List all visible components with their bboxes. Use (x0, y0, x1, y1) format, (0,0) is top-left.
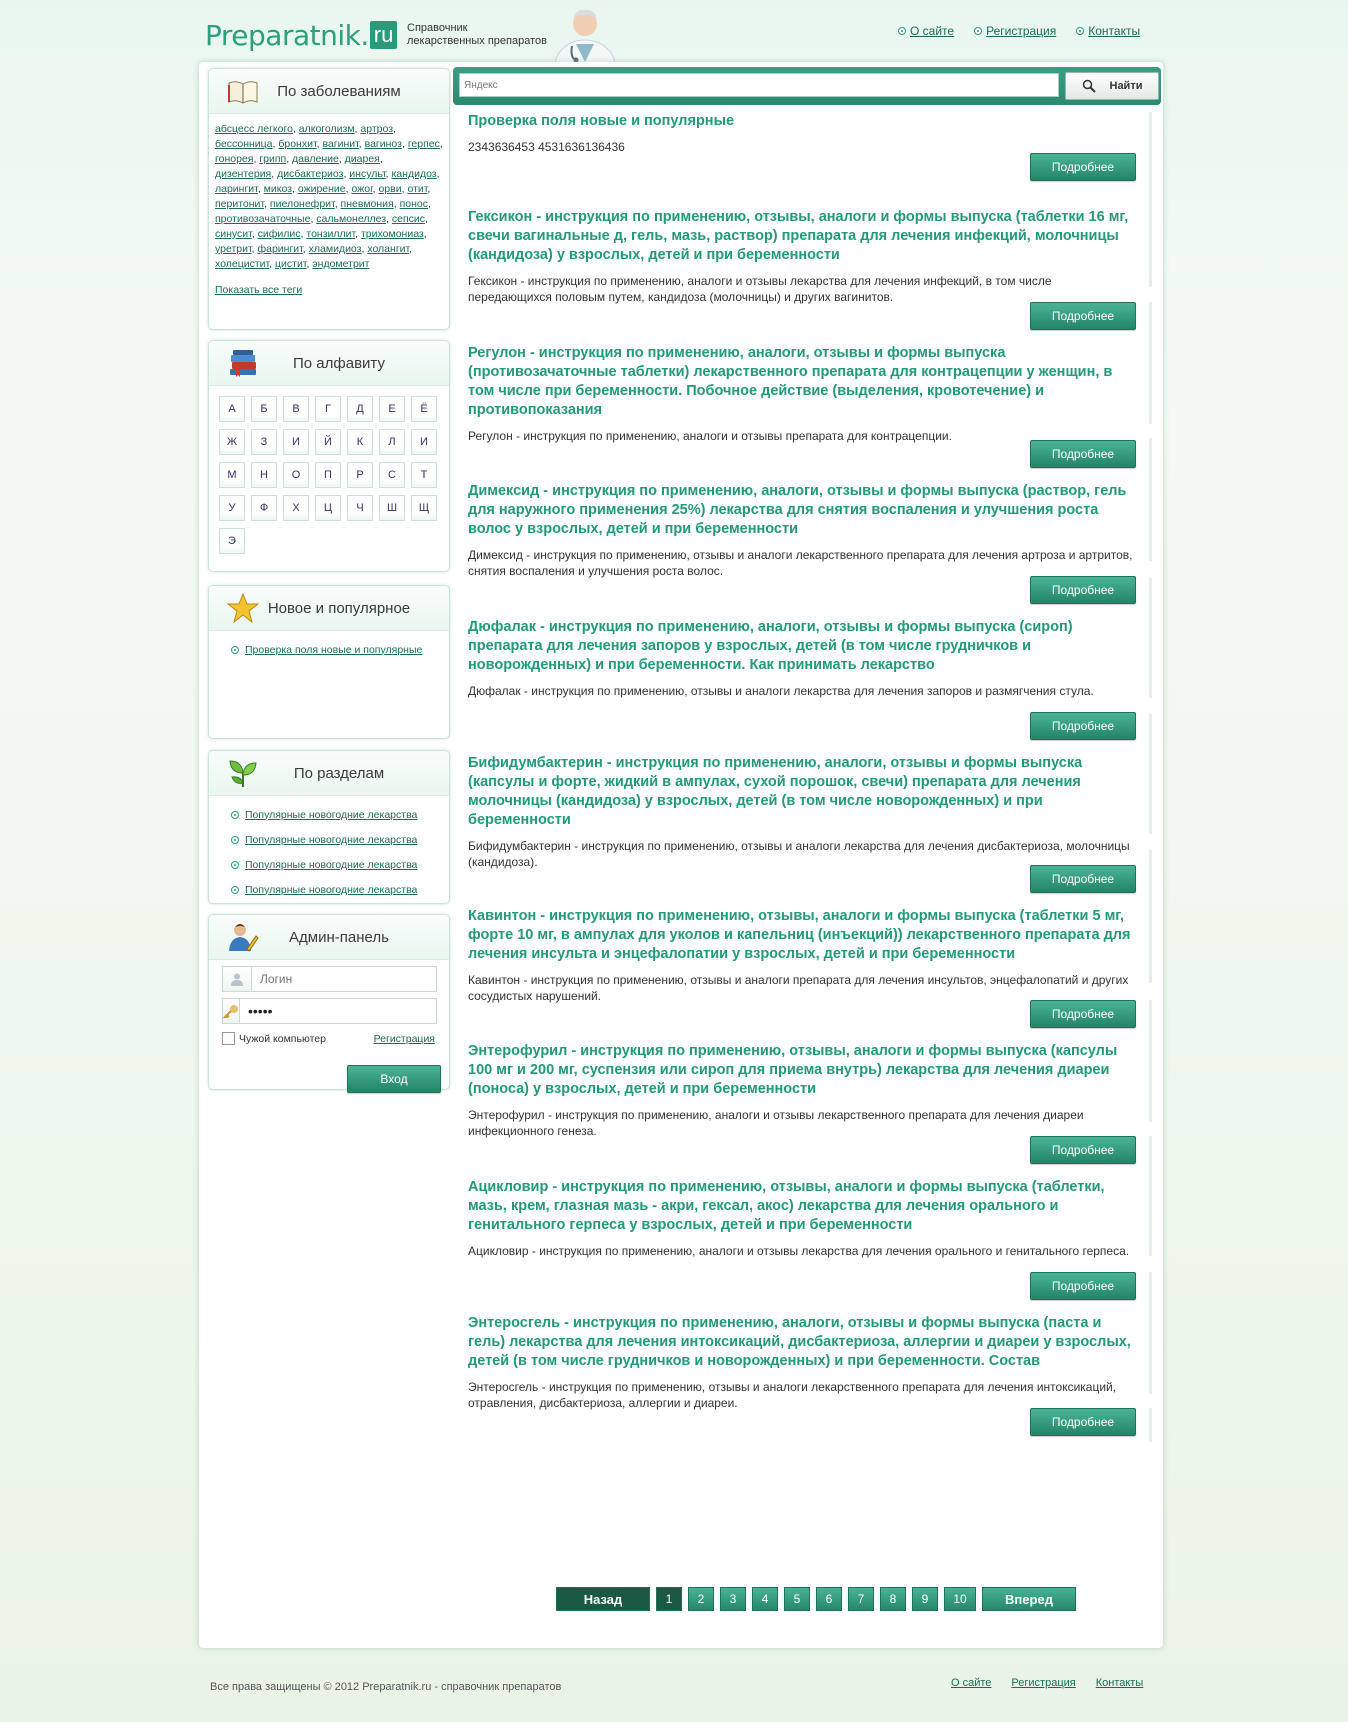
article-description: Дюфалак - инструкция по применению, отзывы и аналоги лекарства для лечения запоров и размягчения стула. (468, 684, 1094, 698)
footer-copyright: Все права защищены © 2012 Preparatnik.ru - справочник препаратов (210, 1681, 562, 1693)
article-item (468, 1178, 1136, 1259)
article-title-link[interactable]: Бифидумбактерин - инструкция по применению, аналоги, отзывы и формы выпуска (капсулы и форте, жидкий в ампулах, сухой порошок, свечи) препарата для лечения молочницы (кандидоза) у взрослых, детей (в том числе новорожденных) и при беременности (468, 755, 1083, 828)
bullet-icon (231, 646, 239, 654)
list-item (231, 827, 449, 852)
article-description: Ацикловир - инструкция по применению, аналоги и отзывы лекарства для лечения орального и генитального герпеса. (468, 1244, 1130, 1258)
bullet-icon (974, 27, 982, 35)
article-item (468, 907, 1136, 1004)
logo-text: Preparatnik. (205, 18, 369, 52)
login-field (222, 966, 437, 992)
tagline-line-1: Справочник (407, 22, 468, 34)
alphabet-letter-button[interactable]: И (283, 429, 309, 455)
sections-list (209, 796, 449, 902)
alphabet-letter-button[interactable]: Ш (379, 495, 405, 521)
footer-about-link[interactable]: О сайте (951, 1677, 992, 1689)
search-button-label: Найти (1109, 80, 1143, 92)
disease-tag-link[interactable]: микоз (263, 183, 292, 195)
bullet-icon (898, 27, 906, 35)
more-button[interactable]: Подробнее (1030, 153, 1136, 181)
more-button[interactable]: Подробнее (1030, 576, 1136, 604)
disease-tag-link[interactable]: холецистит (215, 258, 270, 270)
login-button[interactable]: Вход (347, 1065, 441, 1093)
article-item (468, 1042, 1136, 1139)
alphabet-letter-button[interactable]: А (219, 396, 245, 422)
search-icon (1082, 79, 1096, 93)
disease-tag-link[interactable]: сальмонеллез (316, 213, 387, 225)
pagination-page-button[interactable]: 8 (880, 1587, 906, 1611)
login-input[interactable] (252, 967, 436, 991)
article-title-link[interactable]: Димексид - инструкция по применению, аналоги, отзывы и формы выпуска (раствор, гель для наружного применения 25%) лекарства для снятия воспаления и улучшения роста волос у взрослых, детей и при беременности (468, 483, 1127, 537)
alphabet-letter-button[interactable]: Б (251, 396, 277, 422)
disease-tag-link[interactable]: ожирение (297, 183, 346, 195)
article-divider (1149, 714, 1152, 834)
bullet-icon (231, 836, 239, 844)
footer-register-link[interactable]: Регистрация (1011, 1677, 1076, 1689)
disease-tag-link[interactable]: диарея (344, 153, 380, 165)
alphabet-letter-button[interactable]: Ж (219, 429, 245, 455)
article-item (468, 1314, 1136, 1411)
disease-tag-link[interactable]: тонзиллит (306, 228, 356, 240)
top-nav-about-link[interactable]: О сайте (910, 24, 955, 38)
alphabet-letter-button[interactable]: В (283, 396, 309, 422)
pagination-page-button[interactable]: 7 (848, 1587, 874, 1611)
section-link[interactable]: Популярные новогодние лекарства (245, 858, 418, 871)
article-divider (1149, 1408, 1152, 1442)
article-title-link[interactable]: Кавинтон - инструкция по применению, отзывы, аналоги и формы выпуска (таблетки 5 мг, форте 10 мг, в ампулах для уколов и капельниц (инъекций)) лекарственного препарата для лечения инсульта и энцефалопатии у взрослых, детей и при беременности (468, 908, 1131, 962)
new-popular-box (208, 585, 450, 739)
article-description: Энтеросгель - инструкция по применению, отзывы и аналоги лекарственного препарата для лечения интоксикаций, отравления, дисбактериоза, аллергии и диареи. (468, 1380, 1117, 1410)
disease-tag-link[interactable]: орви (378, 183, 402, 195)
login-form (209, 960, 449, 1093)
more-button[interactable]: Подробнее (1030, 302, 1136, 330)
pagination-page-button[interactable]: 2 (688, 1587, 714, 1611)
article-divider (1149, 1136, 1152, 1256)
disease-tag-link[interactable]: сифилис (257, 228, 301, 240)
top-nav-register-link[interactable]: Регистрация (986, 24, 1057, 38)
alphabet-letter-button[interactable]: Г (315, 396, 341, 422)
pagination-next-button[interactable]: Вперед (982, 1587, 1076, 1611)
admin-register-link[interactable]: Регистрация (373, 1032, 435, 1045)
sections-box-header (209, 751, 449, 796)
disease-tag-link[interactable]: вагиноз (364, 138, 402, 150)
password-input[interactable] (240, 999, 437, 1023)
pagination-page-button[interactable]: 10 (944, 1587, 976, 1611)
section-link[interactable]: Популярные новогодние лекарства (245, 808, 418, 821)
disease-tag-link[interactable]: трихомониаз (361, 228, 424, 240)
article-item (468, 618, 1136, 699)
search-bar (453, 67, 1161, 105)
logo-ru-badge: ru (370, 21, 398, 49)
alphabet-letter-button[interactable]: Т (411, 462, 437, 488)
disease-tag-link[interactable]: перитонит (215, 198, 265, 210)
admin-box-header (209, 915, 449, 960)
alphabet-letter-button[interactable]: Ц (315, 495, 341, 521)
more-button[interactable]: Подробнее (1030, 1000, 1136, 1028)
alphabet-letter-button[interactable]: Е (379, 396, 405, 422)
article-title-link[interactable]: Ацикловир - инструкция по применению, отзывы, аналоги и формы выпуска (таблетки, мазь, крем, глазная мазь - акри, гексал, акос) лекарства для лечения орального и генитального герпеса у взрослых, детей и при беременности (468, 1179, 1105, 1233)
alphabet-letter-button[interactable]: Д (347, 396, 373, 422)
alphabet-letter-button[interactable]: Ч (347, 495, 373, 521)
sections-box (208, 750, 450, 904)
article-description: Регулон - инструкция по применению, аналоги и отзывы препарата для контрацепции. (468, 429, 952, 443)
disease-tag-link[interactable]: артроз (360, 123, 394, 135)
disease-tag-link[interactable]: пневмония (340, 198, 394, 210)
search-button[interactable] (1065, 72, 1159, 100)
list-item (231, 802, 449, 827)
article-title-link[interactable]: Гексикон - инструкция по применению, отзывы, аналоги и формы выпуска (таблетки 16 мг, свечи вагинальные д, гель, мазь, раствор) препарата для лечения инфекций, молочницы (кандидоза) у взрослых, детей и при беременности (468, 209, 1129, 263)
alphabet-letter-button[interactable]: У (219, 495, 245, 521)
admin-title: Админ-панель (289, 928, 389, 946)
new-popular-link[interactable]: Проверка поля новые и популярные (245, 643, 423, 656)
alphabet-letter-button[interactable]: Х (283, 495, 309, 521)
article-divider (1149, 112, 1152, 287)
sections-title: По разделам (293, 764, 385, 782)
disease-tag-link[interactable]: эндометрит (312, 258, 370, 270)
disease-tag-link[interactable]: фарингит (257, 243, 303, 255)
article-title-link[interactable]: Проверка поля новые и популярные (468, 113, 735, 129)
alphabet-letter-button[interactable]: Ё (411, 396, 437, 422)
site-tagline (407, 22, 547, 48)
diseases-title: По заболеваниям (277, 82, 401, 100)
alphabet-letter-button[interactable]: Л (379, 429, 405, 455)
alphabet-letter-button[interactable]: О (283, 462, 309, 488)
alphabet-box (208, 340, 450, 572)
disease-tag-link[interactable]: вагинит (322, 138, 359, 150)
article-title-link[interactable]: Энтерофурил - инструкция по применению, отзывы, аналоги и формы выпуска (капсулы 100 мг и 200 мг, суспензия или сироп для приема внутрь) лекарства для лечения диареи (поноса) у взрослых, детей и при беременности (468, 1043, 1118, 1097)
more-button[interactable]: Подробнее (1030, 1136, 1136, 1164)
alphabet-letter-button[interactable]: П (315, 462, 341, 488)
article-item (468, 482, 1136, 579)
article-description: Димексид - инструкция по применению, отзывы и аналоги лекарственного препарата для лечения артроза и артритов, снятия воспаления и улучшения роста волос. (468, 548, 1133, 578)
new-popular-title: Новое и популярное (267, 599, 411, 617)
article-divider (1149, 302, 1152, 424)
admin-box (208, 914, 450, 1090)
disease-tag-link[interactable]: грипп (259, 153, 287, 165)
new-popular-list (209, 631, 449, 662)
password-field (222, 998, 437, 1024)
article-title-link[interactable]: Регулон - инструкция по применению, аналоги, отзывы и формы выпуска (противозачаточные таблетки) лекарственного препарата для контрацепции у женщин, в том числе при беременности. Побочное действие (выделения, кровотечение) и противопоказания (468, 345, 1113, 418)
pagination-page-button[interactable]: 9 (912, 1587, 938, 1611)
pagination-page-button[interactable]: 6 (816, 1587, 842, 1611)
alphabet-title: По алфавиту (293, 354, 385, 372)
disease-tag-link[interactable]: холангит (367, 243, 410, 255)
more-button[interactable]: Подробнее (1030, 440, 1136, 468)
alphabet-letter-button[interactable]: С (379, 462, 405, 488)
article-item (468, 754, 1136, 870)
user-icon (223, 967, 252, 991)
disease-tag-link[interactable]: инсульт (349, 168, 386, 180)
pagination-page-button[interactable]: 3 (720, 1587, 746, 1611)
more-button[interactable]: Подробнее (1030, 1272, 1136, 1300)
article-divider (1149, 1272, 1152, 1394)
disease-tag-link[interactable]: бессонница (215, 138, 273, 150)
list-item (231, 852, 449, 877)
footer-nav (951, 1677, 1143, 1689)
diseases-box (208, 68, 450, 330)
alphabet-letter-button[interactable]: Щ (411, 495, 437, 521)
article-description: Гексикон - инструкция по применению, аналоги и отзывы лекарства для лечения инфекций, в том числе передающихся половым путем, кандидоза (молочницы) и других вагинитов. (468, 274, 1052, 304)
article-item (468, 112, 1136, 155)
disease-tag-link[interactable]: противозачаточные (215, 213, 311, 225)
disease-tag-link[interactable]: сепсис (391, 213, 425, 225)
top-nav (898, 24, 1140, 38)
disease-tag-link[interactable]: понос (399, 198, 428, 210)
article-title-link[interactable]: Энтеросгель - инструкция по применению, аналоги, отзывы и формы выпуска (паста и гель) лекарства для лечения интоксикаций, дисбактериоза, аллергии и диареи у взрослых, детей (в том числе грудничков и новорожденных) и при беременности. Состав (468, 1315, 1131, 1369)
alphabet-letter-button[interactable]: Р (347, 462, 373, 488)
alphabet-letter-button[interactable]: Э (219, 528, 245, 554)
pagination-page-button[interactable]: 1 (656, 1587, 682, 1611)
diseases-box-header (209, 69, 449, 114)
top-nav-item-register (974, 24, 1056, 38)
article-description: 2343636453 4531636136436 (468, 140, 625, 154)
alphabet-letter-button[interactable]: Ф (251, 495, 277, 521)
section-link[interactable]: Популярные новогодние лекарства (245, 833, 418, 846)
more-button[interactable]: Подробнее (1030, 712, 1136, 740)
alphabet-letter-button[interactable]: Н (251, 462, 277, 488)
alphabet-letter-button[interactable]: И (411, 429, 437, 455)
disease-tag-link[interactable]: кандидоз (391, 168, 437, 180)
disease-tag-link[interactable]: герпес (407, 138, 440, 150)
site-logo[interactable] (205, 18, 397, 52)
top-nav-item-contacts (1076, 24, 1140, 38)
disease-tag-link[interactable]: дизентерия (215, 168, 272, 180)
disease-tag-link[interactable]: бронхит (278, 138, 317, 150)
disease-tag-link[interactable]: ожог (351, 183, 373, 195)
new-popular-box-header (209, 586, 449, 631)
list-item (231, 637, 449, 662)
bullet-icon (231, 886, 239, 894)
disease-tag-link[interactable]: пиелонефрит (269, 198, 335, 210)
show-all-tags-link[interactable]: Показать все теги (215, 284, 303, 296)
doctor-icon (552, 4, 618, 64)
disease-tag-link[interactable]: синусит (215, 228, 252, 240)
disease-tag-link[interactable]: уретрит (215, 243, 252, 255)
article-description: Бифидумбактерин - инструкция по применению, отзывы и аналоги лекарства для лечения дисбактериоза, молочницы (кандидоза). (468, 839, 1130, 869)
tagline-line-2: лекарственных препаратов (407, 35, 547, 47)
top-nav-item-about (898, 24, 954, 38)
top-nav-contacts-link[interactable]: Контакты (1088, 24, 1141, 38)
disease-tag-cloud: абсцесс легкого, алкоголизм, артроз, бессонница, бронхит, вагинит, вагиноз, герпес, гонорея, грипп, давление, диарея, дизентерия, дисбактериоз, инсульт, кандидоз, ларингит, микоз, ожирение, ожог, орви, отит, перитонит, пиелонефрит, пневмония, понос, противозачаточные, сальмонеллез, сепсис, синусит, сифилис, тонзиллит, трихомониаз, уретрит, фарингит, хламидиоз, холангит, холецистит, цистит, эндометрит (215, 123, 443, 270)
pagination-page-button[interactable]: 4 (752, 1587, 778, 1611)
disease-tag-link[interactable]: хламидиоз (308, 243, 362, 255)
article-description: Кавинтон - инструкция по применению, отзывы и аналоги препарата для лечения инсультов, энцефалопатий и других сосудистых нарушений. (468, 973, 1129, 1003)
bullet-icon (231, 861, 239, 869)
alphabet-box-header (209, 341, 449, 386)
more-button[interactable]: Подробнее (1030, 865, 1136, 893)
article-divider (1149, 438, 1152, 561)
list-item (231, 877, 449, 902)
alphabet-letter-button[interactable]: М (219, 462, 245, 488)
disease-tag-link[interactable]: гонорея (215, 153, 254, 165)
disease-tag-link[interactable]: отит (407, 183, 428, 195)
key-icon (223, 999, 240, 1023)
article-description: Энтерофурил - инструкция по применению, аналоги и отзывы лекарственного препарата для лечения диареи инфекционного генеза. (468, 1108, 1084, 1138)
disease-tag-link[interactable]: абсцесс легкого (215, 123, 293, 135)
article-divider (1149, 850, 1152, 983)
article-divider (1149, 1000, 1152, 1122)
disease-tag-link[interactable]: давление (292, 153, 339, 165)
pagination-page-button[interactable]: 5 (784, 1587, 810, 1611)
footer-contacts-link[interactable]: Контакты (1095, 1677, 1144, 1689)
article-item (468, 344, 1136, 444)
bullet-icon (1076, 27, 1084, 35)
alphabet-letter-button[interactable]: З (251, 429, 277, 455)
pagination-prev-button[interactable]: Назад (556, 1587, 650, 1611)
search-input[interactable] (459, 73, 1059, 97)
article-item (468, 208, 1136, 305)
alphabet-letter-button[interactable]: К (347, 429, 373, 455)
article-title-link[interactable]: Дюфалак - инструкция по применению, аналоги, отзывы и формы выпуска (сироп) препарата для лечения запоров у взрослых, детей (в том числе грудничков и новорожденных) и при беременности. Как принимать лекарство (468, 619, 1073, 673)
remember-row (222, 1032, 435, 1045)
remember-label: Чужой компьютер (239, 1032, 326, 1045)
more-button[interactable]: Подробнее (1030, 1408, 1136, 1436)
alphabet-grid (209, 386, 449, 554)
pagination (556, 1587, 1076, 1611)
disease-tag-link[interactable]: дисбактериоз (277, 168, 344, 180)
section-link[interactable]: Популярные новогодние лекарства (245, 883, 418, 896)
disease-tag-link[interactable]: цистит (275, 258, 307, 270)
disease-tag-link[interactable]: ларингит (215, 183, 258, 195)
alphabet-letter-button[interactable]: Й (315, 429, 341, 455)
article-divider (1149, 578, 1152, 698)
bullet-icon (231, 811, 239, 819)
disease-tag-link[interactable]: алкоголизм (298, 123, 355, 135)
remember-checkbox[interactable] (222, 1032, 235, 1045)
